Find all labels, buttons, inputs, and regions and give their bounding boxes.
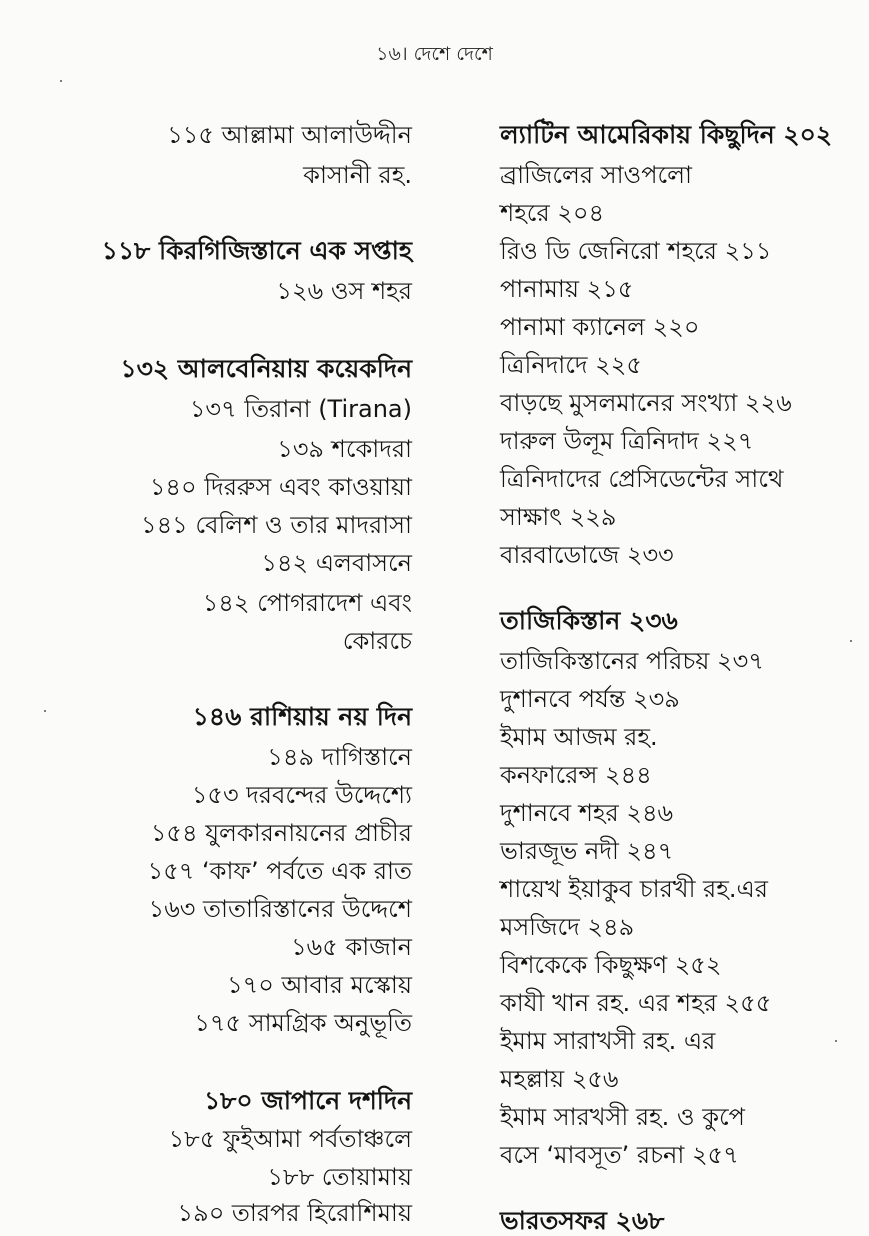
- toc-entry: ১২৬ ওস শহর: [276, 277, 412, 305]
- toc-entry: কাযী খান রহ. এর শহর ২৫৫: [500, 989, 772, 1017]
- print-speck: [60, 80, 62, 82]
- toc-entry: ত্রিনিদাদে ২২৫: [500, 351, 642, 379]
- toc-entry: ইমাম সারখসী রহ. ও কুপে: [500, 1103, 745, 1131]
- toc-entry: বিশকেকে কিছুক্ষণ ২৫২: [500, 951, 722, 979]
- toc-section-heading: ১৩২ আলবেনিয়ায় কয়েকদিন: [120, 354, 412, 383]
- toc-entry: বারবাডোজে ২৩৩: [500, 541, 674, 569]
- toc-entry: ১৮৫ ফুইআমা পর্বতাঞ্চলে: [168, 1125, 412, 1153]
- toc-section-heading: তাজিকিস্তান ২৩৬: [500, 606, 678, 635]
- toc-entry: ত্রিনিদাদের প্রেসিডেন্টের সাথে: [500, 465, 784, 493]
- print-speck: [850, 640, 852, 642]
- toc-entry: বসে ‘মাবসূত’ রচনা ২৫৭: [500, 1141, 739, 1169]
- toc-entry: ১৪৯ দাগিস্তানে: [267, 743, 412, 771]
- toc-entry: কাসানী রহ.: [303, 161, 412, 189]
- toc-entry: কোরচে: [342, 627, 412, 655]
- toc-entry: ১৬৫ কাজান: [291, 933, 412, 961]
- toc-entry: ব্রাজিলের সাওপলো: [500, 161, 692, 189]
- toc-entry: ১৪০ দিররুস এবং কাওয়ায়া: [149, 473, 412, 501]
- toc-entry: ১৫৩ দরবন্দের উদ্দেশ্যে: [191, 781, 412, 809]
- print-speck: [835, 1040, 837, 1042]
- toc-entry: ১১৫ আল্লামা আলাউদ্দীন: [167, 121, 412, 149]
- toc-entry: ১৪২ এলবাসনে: [261, 549, 412, 577]
- toc-entry: মসজিদে ২৪৯: [500, 913, 635, 941]
- toc-entry: মহল্লায় ২৫৬: [500, 1065, 619, 1093]
- toc-entry: ১৭৫ সামগ্রিক অনুভূতি: [194, 1009, 412, 1037]
- toc-entry: সাক্ষাৎ ২২৯: [500, 503, 617, 531]
- toc-entry: ১৩৯ শকোদরা: [277, 435, 412, 463]
- toc-entry: ভারজূভ নদী ২৪৭: [500, 837, 674, 865]
- toc-entry: ১৪২ পোগরাদেশ এবং: [202, 589, 412, 617]
- toc-section-heading: ১৪৬ রাশিয়ায় নয় দিন: [192, 702, 412, 731]
- toc-entry: বাড়ছে মুসলমানের সংখ্যা ২২৬: [500, 389, 792, 417]
- toc-entry: পানামায় ২১৫: [500, 275, 634, 303]
- toc-entry: শহরে ২০৪: [500, 199, 605, 227]
- toc-entry: শায়েখ ইয়াকুব চারখী রহ.এর: [500, 875, 768, 903]
- toc-entry: রিও ডি জেনিরো শহরে ২১১: [500, 237, 772, 265]
- toc-section-heading: ভারতসফর ২৬৮: [500, 1206, 665, 1235]
- toc-entry: ১৩৭ তিরানা (Tirana): [189, 395, 412, 423]
- toc-entry: ১৯০ তারপর হিরোশিমায়: [177, 1199, 412, 1227]
- toc-entry: দারুল উলূম ত্রিনিদাদ ২২৭: [500, 427, 754, 455]
- toc-section-heading: ১৮০ জাপানে দশদিন: [203, 1086, 412, 1115]
- toc-entry: পানামা ক্যানেল ২২০: [500, 313, 700, 341]
- toc-section-heading: ল্যাটিন আমেরিকায় কিছুদিন ২০২: [500, 120, 833, 149]
- toc-entry: কনফারেন্স ২৪৪: [500, 761, 652, 789]
- running-header: ১৬। দেশে দেশে: [376, 43, 493, 65]
- toc-entry: ১৫৭ ‘কাফ’ পর্বতে এক রাত: [147, 857, 412, 885]
- toc-entry: ইমাম সারাখসী রহ. এর: [500, 1027, 716, 1055]
- toc-entry: দুশানবে পর্যন্ত ২৩৯: [500, 685, 680, 713]
- toc-entry: দুশানবে শহর ২৪৬: [500, 799, 674, 827]
- toc-entry: ১৪১ বেলিশ ও তার মাদরাসা: [141, 511, 412, 539]
- toc-entry: ইমাম আজম রহ.: [500, 723, 658, 751]
- print-speck: [44, 710, 46, 712]
- toc-section-heading: ১১৮ কিরগিজিস্তানে এক সপ্তাহ: [101, 236, 412, 265]
- toc-entry: ১৮৮ তোয়ামায়: [267, 1163, 412, 1191]
- toc-entry: ১৬৩ তাতারিস্তানের উদ্দেশে: [148, 895, 412, 923]
- toc-entry: ১৭০ আবার মস্কোয়: [227, 971, 412, 999]
- toc-entry: ১৫৪ যুলকারনায়নের প্রাচীর: [150, 819, 412, 847]
- toc-entry: তাজিকিস্তানের পরিচয় ২৩৭: [500, 647, 764, 675]
